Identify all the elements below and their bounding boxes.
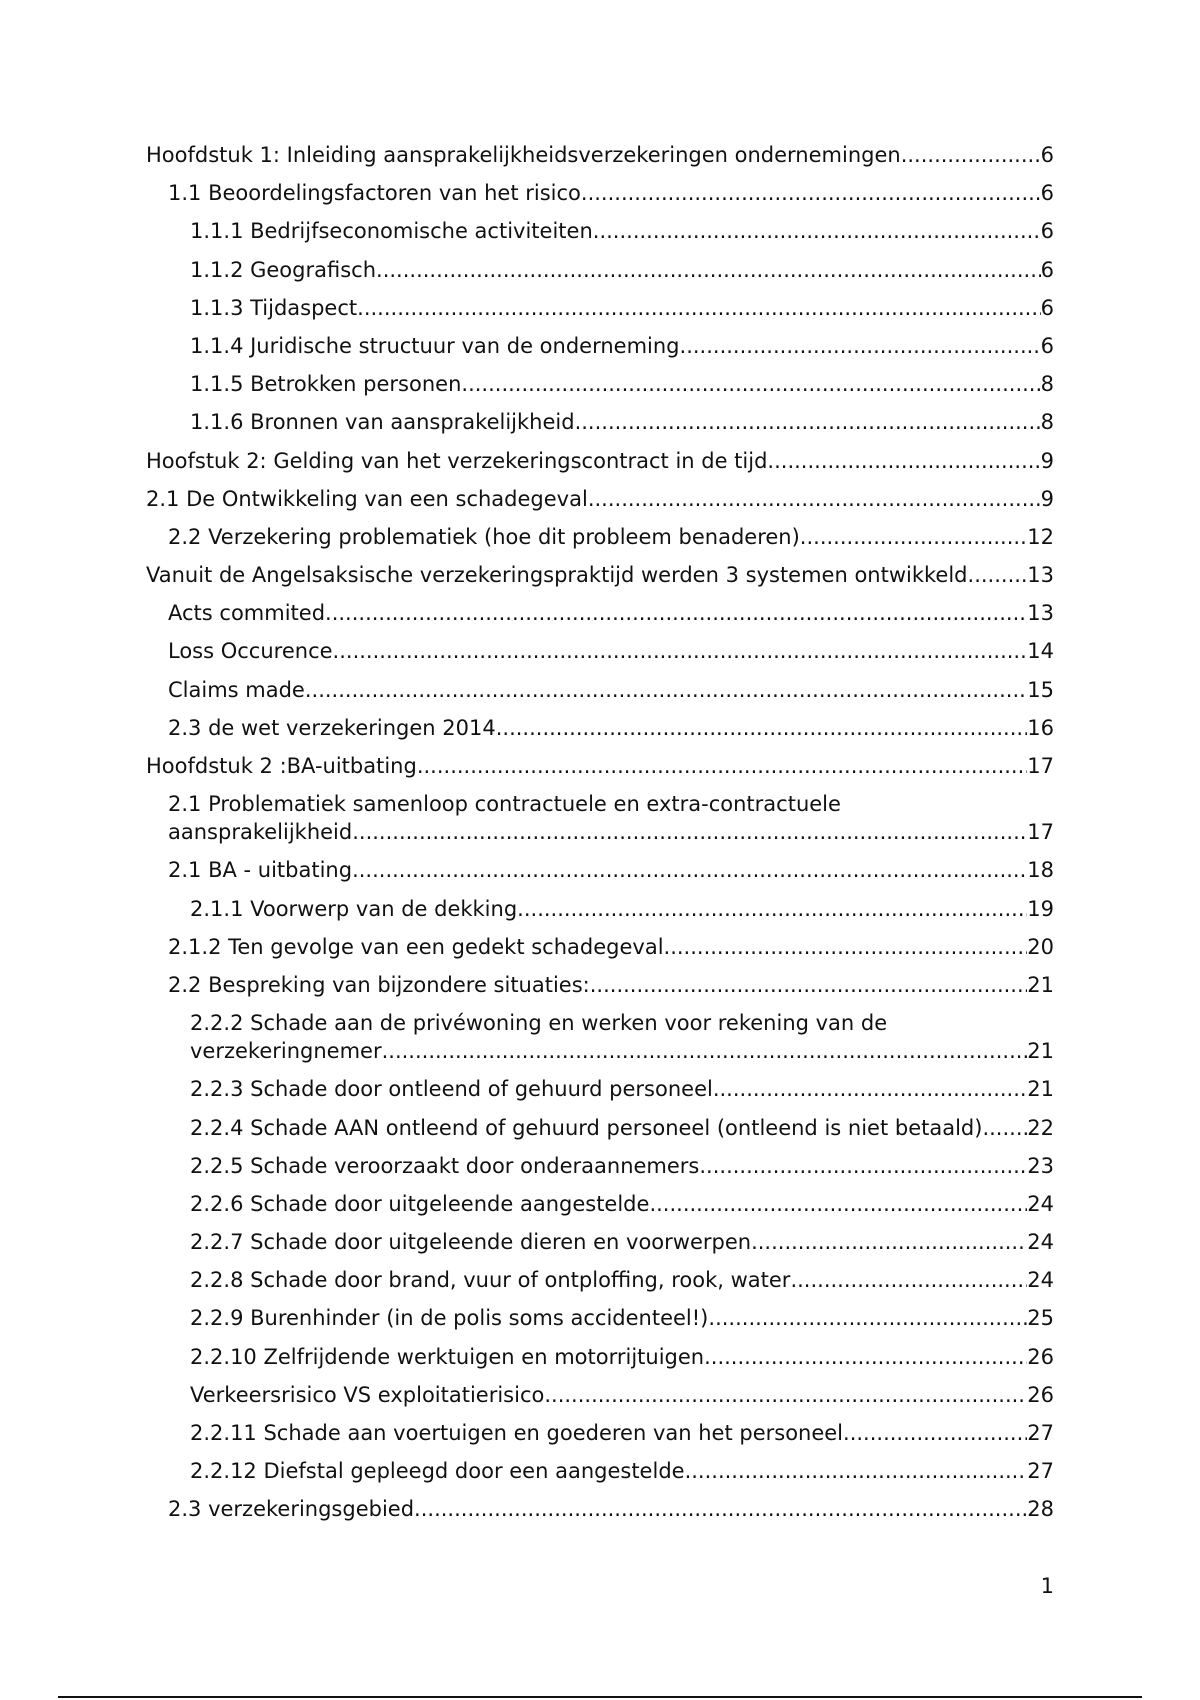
table-of-contents: [146, 141, 1054, 1534]
dot-leader: [352, 856, 1027, 884]
toc-entry[interactable]: [146, 1075, 1054, 1103]
toc-entry-page: 6: [1040, 333, 1054, 358]
toc-entry[interactable]: [146, 971, 1054, 999]
dot-leader: [352, 818, 1027, 846]
toc-entry-title: 2.3 de wet verzekeringen 2014: [168, 715, 496, 740]
toc-entry-title: 2.2.11 Schade aan voertuigen en goederen van het personeel: [190, 1421, 844, 1445]
toc-entry[interactable]: [146, 256, 1054, 284]
dot-leader: [376, 256, 1041, 284]
toc-entry-title: Loss Occurence: [168, 639, 333, 664]
toc-entry-page: 27: [1027, 1459, 1054, 1484]
dot-leader: [982, 1114, 1027, 1142]
toc-entry-title: 2.2.10 Zelfrijdende werktuigen en motorrijtuigen: [190, 1344, 705, 1369]
toc-entry-page: 23: [1027, 1153, 1054, 1178]
dot-leader: [581, 179, 1041, 207]
toc-entry-title: aansprakelijkheid: [168, 820, 353, 845]
bottom-rule: [58, 1696, 1142, 1698]
dot-leader: [461, 370, 1040, 398]
toc-entry-title: 2.2.6 Schade door uitgeleende aangestelde: [190, 1191, 650, 1216]
toc-entry[interactable]: [146, 1419, 1054, 1447]
toc-entry[interactable]: [146, 895, 1054, 923]
toc-entry[interactable]: [146, 1152, 1054, 1180]
dot-leader: [417, 752, 1027, 780]
toc-entry-title: 2.3 verzekeringsgebied: [168, 1497, 415, 1522]
toc-entry-title: 2.2 Verzekering problematiek (hoe dit probleem benaderen): [168, 524, 800, 549]
toc-entry-page: 9: [1040, 448, 1054, 473]
toc-entry-page: 6: [1040, 143, 1054, 167]
toc-entry-page: 9: [1040, 486, 1054, 511]
toc-entry-page: 28: [1027, 1497, 1054, 1522]
toc-entry[interactable]: [146, 332, 1054, 360]
page-number: 1: [1040, 1574, 1054, 1598]
dot-leader: [699, 1152, 1027, 1180]
toc-entry[interactable]: [146, 752, 1054, 780]
toc-entry[interactable]: [146, 714, 1054, 742]
toc-entry-page: 12: [1027, 524, 1054, 549]
dot-leader: [333, 637, 1028, 665]
toc-entry-title: 2.2.7 Schade door uitgeleende dieren en voorwerpen: [190, 1230, 752, 1255]
dot-leader: [590, 971, 1028, 999]
toc-entry-title: Verkeersrisico VS exploitatierisico: [190, 1382, 545, 1407]
toc-entry-page: 17: [1027, 754, 1054, 778]
dot-leader: [680, 332, 1041, 360]
dot-leader: [800, 523, 1027, 551]
toc-entry-title: 2.2.12 Diefstal gepleegd door een aangestelde: [190, 1459, 685, 1484]
toc-entry-page: 26: [1027, 1344, 1054, 1369]
toc-entry-title-line1: 2.1 Problematiek samenloop contractuele en extra-contractuele: [168, 792, 841, 817]
toc-entry[interactable]: [146, 599, 1054, 627]
toc-entry-title: 2.2.4 Schade AAN ontleend of gehuurd personeel (ontleend is niet betaald): [190, 1115, 983, 1140]
dot-leader: [325, 599, 1027, 627]
dot-leader: [713, 1075, 1027, 1103]
dot-leader: [496, 714, 1028, 742]
toc-entry-page: 18: [1027, 858, 1054, 883]
toc-entry-page: 25: [1027, 1306, 1054, 1331]
toc-entry-title: 1.1.6 Bronnen van aansprakelijkheid: [190, 410, 575, 435]
dot-leader: [414, 1495, 1027, 1523]
toc-entry-page: 13: [1027, 601, 1054, 626]
toc-entry-page: 8: [1040, 372, 1054, 397]
toc-entry[interactable]: [146, 1343, 1054, 1371]
toc-entry[interactable]: [146, 561, 1054, 589]
toc-entry[interactable]: [146, 933, 1054, 961]
toc-entry[interactable]: [146, 1304, 1054, 1332]
toc-entry-title: Hoofdstuk 2 :BA-uitbating: [146, 754, 417, 778]
toc-entry[interactable]: [146, 637, 1054, 665]
toc-entry-title: 1.1.2 Geografisch: [190, 257, 377, 282]
toc-entry[interactable]: [146, 485, 1054, 513]
toc-entry-page: 26: [1027, 1382, 1054, 1407]
toc-entry[interactable]: [146, 1009, 1054, 1065]
dot-leader: [704, 1343, 1027, 1371]
toc-entry-page: 24: [1027, 1268, 1054, 1293]
toc-entry[interactable]: [146, 1114, 1054, 1142]
dot-leader: [517, 895, 1027, 923]
toc-entry-title: Hoofstuk 2: Gelding van het verzekeringscontract in de tijd: [146, 448, 768, 473]
dot-leader: [544, 1381, 1027, 1409]
toc-entry-title: 2.1 De Ontwikkeling van een schadegeval: [146, 486, 588, 511]
toc-entry[interactable]: [146, 1381, 1054, 1409]
toc-entry[interactable]: [146, 790, 1054, 846]
dot-leader: [843, 1419, 1027, 1447]
toc-entry[interactable]: [146, 1228, 1054, 1256]
dot-leader: [593, 217, 1041, 245]
dot-leader: [751, 1228, 1027, 1256]
toc-entry-page: 6: [1040, 219, 1054, 244]
toc-entry-page: 22: [1027, 1115, 1054, 1140]
dot-leader: [575, 408, 1041, 436]
toc-entry-title: 2.1 BA - uitbating: [168, 858, 353, 883]
dot-leader: [588, 485, 1041, 513]
toc-entry-title: Hoofdstuk 1: Inleiding aansprakelijkheidsverzekeringen ondernemingen: [146, 143, 901, 167]
toc-entry-title: 1.1 Beoordelingsfactoren van het risico: [168, 181, 581, 206]
dot-leader: [767, 447, 1040, 475]
toc-entry[interactable]: [146, 1457, 1054, 1485]
dot-leader: [685, 1457, 1028, 1485]
toc-entry[interactable]: [146, 1190, 1054, 1218]
toc-entry[interactable]: [146, 141, 1054, 169]
toc-entry-page: 24: [1027, 1191, 1054, 1216]
toc-entry-title: 2.1.2 Ten gevolge van een gedekt schadegeval: [168, 934, 664, 959]
dot-leader: [382, 1037, 1028, 1065]
toc-entry[interactable]: [146, 408, 1054, 436]
dot-leader: [357, 294, 1040, 322]
dot-leader: [664, 933, 1028, 961]
toc-entry-page: 6: [1040, 257, 1054, 282]
dot-leader: [649, 1190, 1027, 1218]
toc-entry-page: 6: [1040, 295, 1054, 320]
toc-entry-page: 14: [1027, 639, 1054, 664]
toc-entry-title-line1: 2.2.2 Schade aan de privéwoning en werken voor rekening van de: [190, 1011, 888, 1036]
toc-entry-page: 27: [1027, 1421, 1054, 1445]
dot-leader: [708, 1304, 1027, 1332]
toc-entry-title: 1.1.5 Betrokken personen: [190, 372, 462, 397]
toc-entry-title: verzekeringnemer: [190, 1039, 382, 1064]
toc-entry-page: 15: [1027, 677, 1054, 702]
toc-entry-page: 20: [1027, 934, 1054, 959]
toc-entry-page: 21: [1027, 1077, 1054, 1102]
toc-entry-title: 2.2.9 Burenhinder (in de polis soms accidenteel!): [190, 1306, 709, 1331]
toc-entry-page: 16: [1027, 715, 1054, 740]
toc-entry-title: 2.1.1 Voorwerp van de dekking: [190, 896, 518, 921]
dot-leader: [974, 561, 1027, 589]
toc-entry-title: 2.2 Bespreking van bijzondere situaties:: [168, 972, 590, 997]
toc-entry[interactable]: [146, 294, 1054, 322]
toc-entry-title: 2.2.5 Schade veroorzaakt door onderaannemers: [190, 1153, 700, 1178]
toc-entry-page: 24: [1027, 1230, 1054, 1255]
toc-entry-title: 1.1.3 Tijdaspect: [190, 295, 358, 320]
toc-entry[interactable]: [146, 447, 1054, 475]
toc-entry-title: 2.2.8 Schade door brand, vuur of ontploffing, rook, water: [190, 1268, 791, 1293]
toc-entry[interactable]: [146, 1266, 1054, 1294]
toc-entry-title: Acts commited: [168, 601, 326, 626]
toc-entry[interactable]: [146, 676, 1054, 704]
toc-entry[interactable]: [146, 370, 1054, 398]
toc-entry-title: 1.1.4 Juridische structuur van de onderneming: [190, 333, 680, 358]
toc-entry-page: 6: [1040, 181, 1054, 206]
toc-entry[interactable]: [146, 179, 1054, 207]
toc-entry-page: 17: [1027, 820, 1054, 845]
toc-entry[interactable]: [146, 1495, 1054, 1523]
toc-entry[interactable]: [146, 217, 1054, 245]
toc-entry-title: Vanuit de Angelsaksische verzekeringspraktijd werden 3 systemen ontwikkeld.: [146, 563, 975, 588]
toc-entry[interactable]: [146, 523, 1054, 551]
toc-entry-title: 1.1.1 Bedrijfseconomische activiteiten: [190, 219, 593, 244]
dot-leader: [901, 141, 1041, 169]
toc-entry-title: Claims made: [168, 677, 305, 702]
toc-entry-page: 8: [1040, 410, 1054, 435]
toc-entry-page: 19: [1027, 896, 1054, 921]
dot-leader: [790, 1266, 1027, 1294]
toc-entry[interactable]: [146, 856, 1054, 884]
dot-leader: [305, 676, 1027, 704]
toc-entry-page: 13: [1027, 563, 1054, 588]
toc-entry-title: 2.2.3 Schade door ontleend of gehuurd personeel: [190, 1077, 713, 1102]
toc-entry-page: 21: [1027, 1039, 1054, 1064]
toc-entry-page: 21: [1027, 972, 1054, 997]
